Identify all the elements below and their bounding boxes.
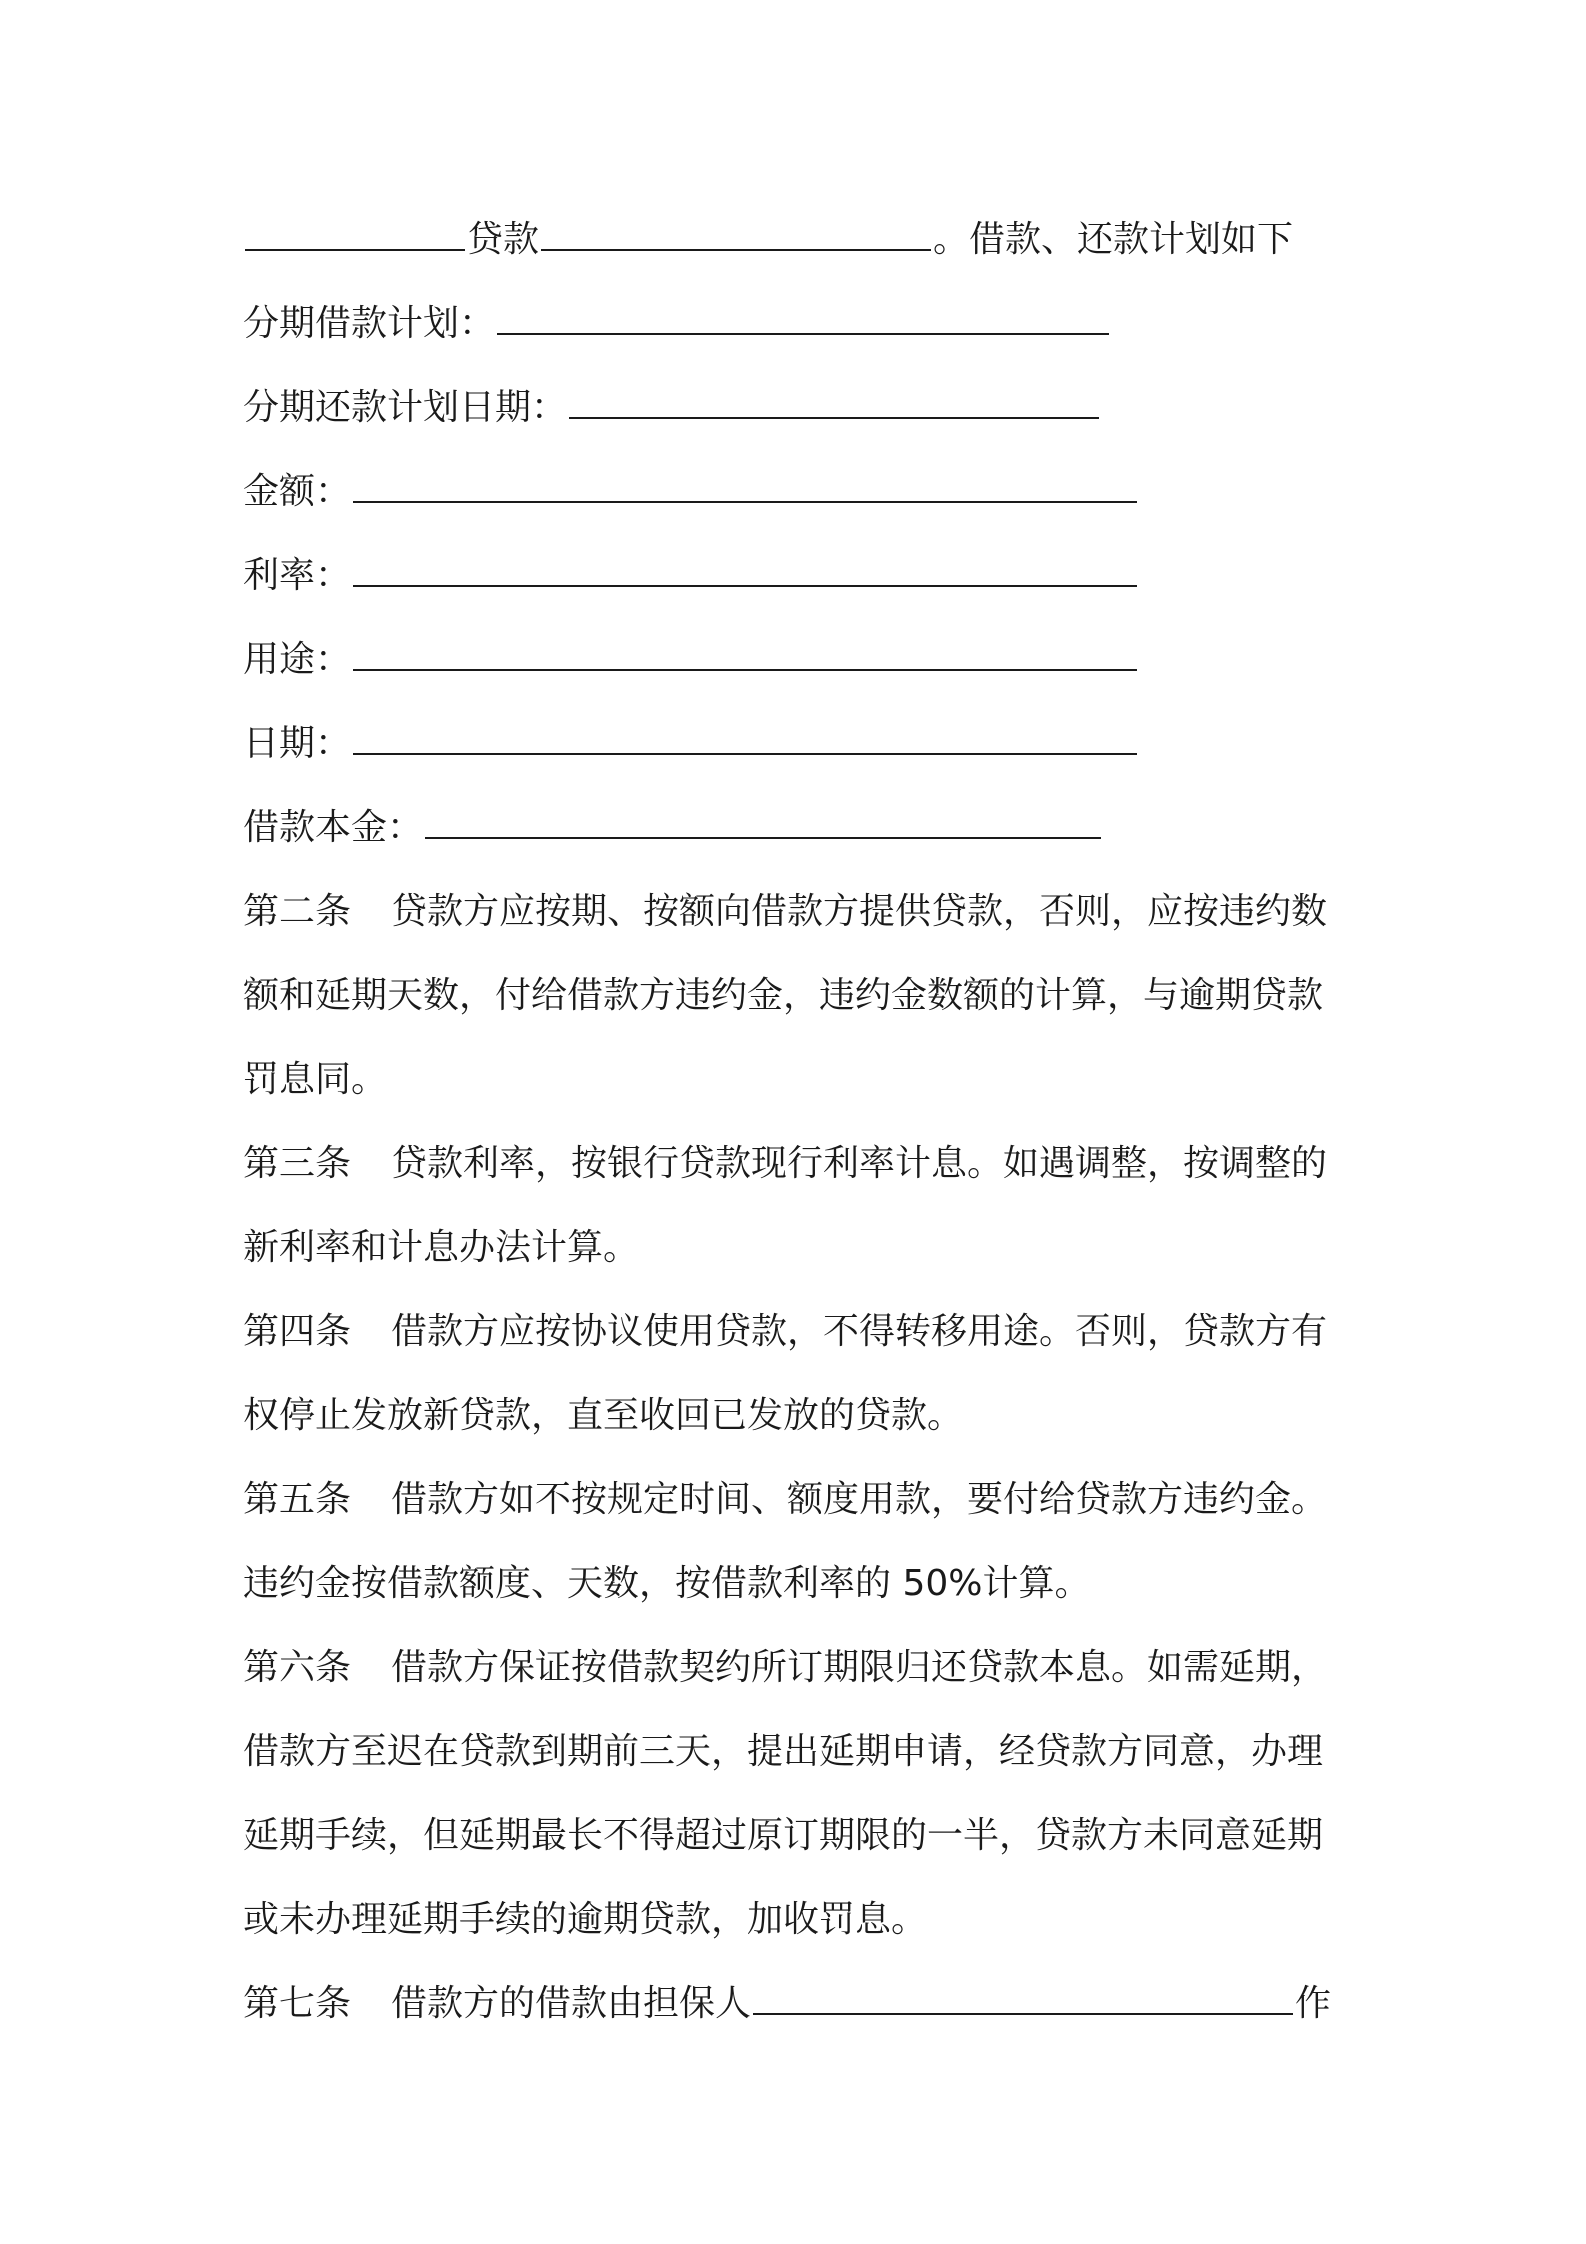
article-number: 第七条 bbox=[243, 1983, 352, 2024]
field-label: 用途： bbox=[243, 639, 352, 680]
article-text: 额和延期天数，付给借款方违约金，违约金数额的计算，与逾期贷款 bbox=[243, 975, 1324, 1016]
blank-field[interactable] bbox=[353, 752, 1137, 755]
blank-field[interactable] bbox=[353, 584, 1137, 587]
blank-field[interactable] bbox=[569, 416, 1099, 419]
loan-word: 贷款 bbox=[467, 219, 540, 260]
article-text: 延期手续，但延期最长不得超过原订期限的一半，贷款方未同意延期 bbox=[243, 1815, 1324, 1856]
blank-field[interactable] bbox=[541, 248, 931, 251]
field-purpose bbox=[243, 618, 1363, 702]
article-text: 借款方保证按借款契约所订期限归还贷款本息。如需延期， bbox=[391, 1647, 1328, 1688]
field-label: 金额： bbox=[243, 471, 352, 512]
field-label: 日期： bbox=[243, 723, 352, 764]
contract-body bbox=[243, 198, 1363, 2046]
article-text: 作 bbox=[1295, 1983, 1332, 2024]
article-number: 第四条 bbox=[243, 1311, 352, 1352]
field-label: 借款本金： bbox=[243, 807, 424, 848]
article-number: 第三条 bbox=[243, 1143, 352, 1184]
article-text: 新利率和计息办法计算。 bbox=[243, 1227, 640, 1268]
field-amount bbox=[243, 450, 1363, 534]
blank-field[interactable] bbox=[497, 332, 1109, 335]
loan-purpose-line bbox=[243, 198, 1363, 282]
field-label: 分期借款计划： bbox=[243, 303, 496, 344]
field-interest-rate bbox=[243, 534, 1363, 618]
article-text: 罚息同。 bbox=[243, 1059, 388, 1100]
article-text: 借款方的借款由担保人 bbox=[391, 1983, 752, 2024]
article-text: 贷款方应按期、按额向借款方提供贷款，否则，应按违约数 bbox=[391, 891, 1328, 932]
article-2-line-3 bbox=[243, 1038, 1363, 1122]
field-installment-loan-plan bbox=[243, 282, 1363, 366]
blank-field[interactable] bbox=[353, 668, 1137, 671]
article-text: 借款方至迟在贷款到期前三天，提出延期申请，经贷款方同意，办理 bbox=[243, 1731, 1324, 1772]
article-text: 借款方如不按规定时间、额度用款，要付给贷款方违约金。 bbox=[391, 1479, 1328, 1520]
field-label: 分期还款计划日期： bbox=[243, 387, 568, 428]
article-text: 贷款利率，按银行贷款现行利率计息。如遇调整，按调整的 bbox=[391, 1143, 1328, 1184]
guarantor-blank-field[interactable] bbox=[753, 2012, 1293, 2015]
article-5-line-1 bbox=[243, 1458, 1363, 1542]
article-6-line-2 bbox=[243, 1710, 1363, 1794]
article-text: 借款方应按协议使用贷款，不得转移用途。否则，贷款方有 bbox=[391, 1311, 1328, 1352]
article-number: 第六条 bbox=[243, 1647, 352, 1688]
blank-field[interactable] bbox=[245, 248, 465, 251]
article-5-line-2 bbox=[243, 1542, 1363, 1626]
article-text: 违约金按借款额度、天数，按借款利率的 50%计算。 bbox=[243, 1563, 1091, 1604]
article-6-line-4 bbox=[243, 1878, 1363, 1962]
article-3-line-2 bbox=[243, 1206, 1363, 1290]
article-4-line-2 bbox=[243, 1374, 1363, 1458]
article-7-line-1 bbox=[243, 1962, 1363, 2046]
field-label: 利率： bbox=[243, 555, 352, 596]
field-installment-repayment-date bbox=[243, 366, 1363, 450]
article-4-line-1 bbox=[243, 1290, 1363, 1374]
blank-field[interactable] bbox=[353, 500, 1137, 503]
article-2-line-1 bbox=[243, 870, 1363, 954]
plan-intro: 。借款、还款计划如下 bbox=[933, 219, 1294, 260]
article-6-line-1 bbox=[243, 1626, 1363, 1710]
article-3-line-1 bbox=[243, 1122, 1363, 1206]
article-number: 第二条 bbox=[243, 891, 352, 932]
article-text: 或未办理延期手续的逾期贷款，加收罚息。 bbox=[243, 1899, 928, 1940]
article-number: 第五条 bbox=[243, 1479, 352, 1520]
blank-field[interactable] bbox=[425, 836, 1101, 839]
article-6-line-3 bbox=[243, 1794, 1363, 1878]
field-date bbox=[243, 702, 1363, 786]
article-2-line-2 bbox=[243, 954, 1363, 1038]
field-principal bbox=[243, 786, 1363, 870]
article-text: 权停止发放新贷款，直至收回已发放的贷款。 bbox=[243, 1395, 964, 1436]
